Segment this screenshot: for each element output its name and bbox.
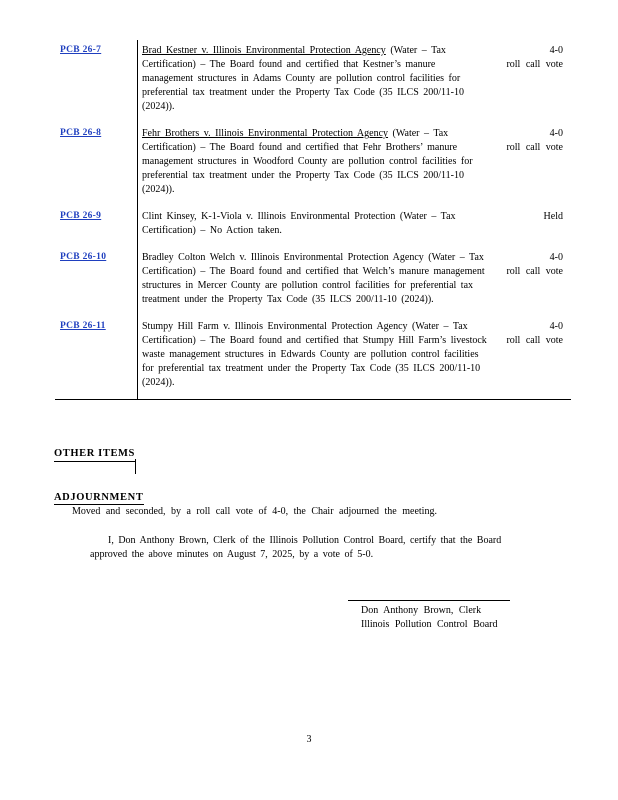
case-number-link[interactable]: PCB 26-10 [60,252,107,262]
signer-name: Don Anthony Brown, Clerk [361,605,482,616]
case-description [137,123,489,206]
case-description [137,40,489,123]
vote-count: 4-0 [549,252,563,263]
case-text: Bradley Colton Welch v. Illinois Environmental Protection Agency (Water – Tax Certification) – The Board found and certified that Welch’s manure management structures in Mercer County are pollution control facilities for preferential tax treatment under the Property Tax Code (35 ILCS 200/11-10 (2024)). [142,252,485,305]
case-row [55,123,571,206]
other-items-heading: OTHER ITEMS [54,448,136,462]
case-row [55,247,571,316]
case-description [137,247,489,316]
case-number[interactable] [55,316,137,399]
vote-label: roll call vote [506,266,563,277]
case-title: Brad Kestner v. Illinois Environmental Protection Agency [142,45,386,56]
case-vote [489,316,571,399]
case-table [55,40,571,400]
case-number[interactable] [55,247,137,316]
case-vote [489,247,571,316]
vote-count: 4-0 [549,321,563,332]
case-vote [489,40,571,123]
case-text: (Water – Tax Certification) – The Board found and certified that Fehr Brothers’ manure management structures in Woodford County are pollution control facilities for preferential tax treatment under the Property Tax Code (35 ILCS 200/11-10 (2024)). [142,128,473,195]
case-number-link[interactable]: PCB 26-9 [60,211,102,221]
case-row [55,206,571,247]
case-row [55,316,571,399]
vote-label: roll call vote [506,335,563,346]
case-number-link[interactable]: PCB 26-11 [60,321,106,331]
case-number-link[interactable]: PCB 26-7 [60,45,102,55]
case-vote [489,123,571,206]
vote-label: roll call vote [506,142,563,153]
case-description [137,316,489,399]
certification-statement: I, Don Anthony Brown, Clerk of the Illinois Pollution Control Board, certify that the Board approved the above minutes on August 7, 2025, by a vote of 5-0. [90,535,502,560]
adjournment-text: Moved and seconded, by a roll call vote of 4-0, the Chair adjourned the meeting. [72,506,437,517]
vote-count: Held [543,211,563,222]
section-divider [135,459,136,474]
vote-count: 4-0 [549,128,563,139]
case-description [137,206,489,247]
case-text: Clint Kinsey, K-1-Viola v. Illinois Environmental Protection (Water – Tax Certification) – No Action taken. [142,211,456,236]
adjournment-heading: ADJOURNMENT [54,492,144,503]
case-text: Stumpy Hill Farm v. Illinois Environmental Protection Agency (Water – Tax Certification) – The Board found and certified that Stumpy Hill Farm’s livestock waste management structures in Edwards County are pollution control facilities for preferential tax treatment under the Property Tax Code (35 ILCS 200/11-10 (2024)). [142,321,487,388]
vote-label: roll call vote [506,59,563,70]
case-vote [489,206,571,247]
case-title: Fehr Brothers v. Illinois Environmental Protection Agency [142,128,389,139]
page-number: 3 [306,734,312,745]
case-number[interactable] [55,123,137,206]
signature-line [348,600,510,601]
case-number[interactable] [55,206,137,247]
case-row [55,40,571,123]
case-text: (Water – Tax Certification) – The Board found and certified that Kestner’s manure management structures in Adams County are pollution control facilities for preferential tax treatment under the Property Tax Code (35 ILCS 200/11-10 (2024)). [142,45,464,112]
signer-org: Illinois Pollution Control Board [361,619,498,630]
case-number-link[interactable]: PCB 26-8 [60,128,102,138]
signature-block [361,604,498,632]
case-number[interactable] [55,40,137,123]
vote-count: 4-0 [549,45,563,56]
